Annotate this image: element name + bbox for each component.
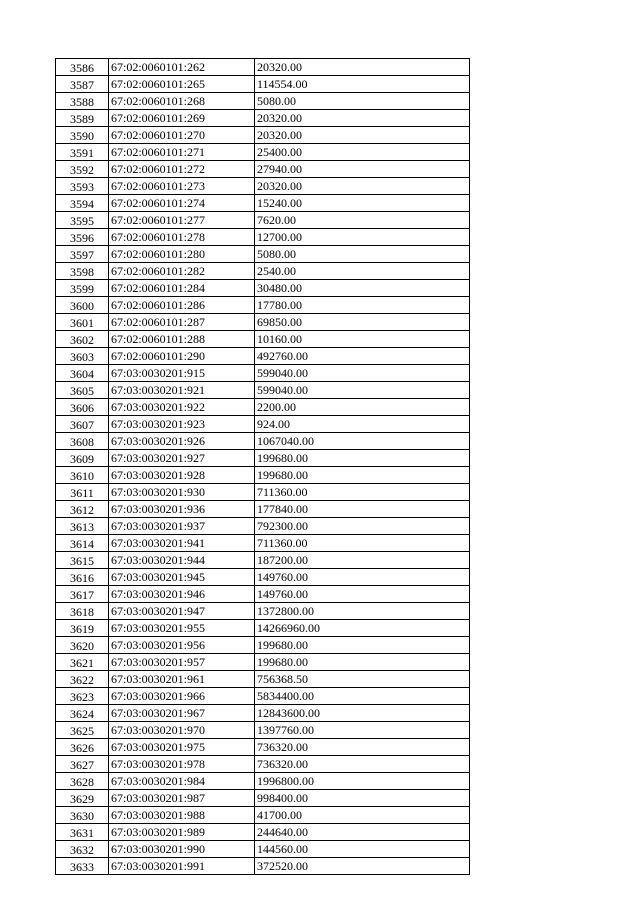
amount-value: 14266960.00 bbox=[255, 620, 470, 637]
table-row bbox=[56, 280, 470, 297]
amount-value: 2200.00 bbox=[255, 399, 470, 416]
cadastral-number: 67:02:0060101:268 bbox=[109, 93, 255, 110]
row-number: 3602 bbox=[56, 331, 109, 348]
table-row bbox=[56, 467, 470, 484]
table-row bbox=[56, 603, 470, 620]
amount-value: 12700.00 bbox=[255, 229, 470, 246]
amount-value: 2540.00 bbox=[255, 263, 470, 280]
row-number: 3611 bbox=[56, 484, 109, 501]
cadastral-number: 67:03:0030201:945 bbox=[109, 569, 255, 586]
amount-value: 12843600.00 bbox=[255, 705, 470, 722]
row-number: 3623 bbox=[56, 688, 109, 705]
amount-value: 1067040.00 bbox=[255, 433, 470, 450]
cadastral-number: 67:03:0030201:966 bbox=[109, 688, 255, 705]
row-number: 3624 bbox=[56, 705, 109, 722]
cadastral-number: 67:03:0030201:955 bbox=[109, 620, 255, 637]
table-row bbox=[56, 382, 470, 399]
amount-value: 15240.00 bbox=[255, 195, 470, 212]
cadastral-number: 67:02:0060101:284 bbox=[109, 280, 255, 297]
table-row bbox=[56, 790, 470, 807]
cadastral-number: 67:03:0030201:923 bbox=[109, 416, 255, 433]
cadastral-number: 67:03:0030201:956 bbox=[109, 637, 255, 654]
amount-value: 20320.00 bbox=[255, 59, 470, 76]
table-row bbox=[56, 263, 470, 280]
cadastral-number: 67:02:0060101:270 bbox=[109, 127, 255, 144]
table-row bbox=[56, 76, 470, 93]
cadastral-number: 67:03:0030201:927 bbox=[109, 450, 255, 467]
table-row bbox=[56, 620, 470, 637]
amount-value: 149760.00 bbox=[255, 586, 470, 603]
cadastral-number: 67:02:0060101:262 bbox=[109, 59, 255, 76]
row-number: 3588 bbox=[56, 93, 109, 110]
table-row bbox=[56, 450, 470, 467]
row-number: 3586 bbox=[56, 59, 109, 76]
amount-value: 187200.00 bbox=[255, 552, 470, 569]
cadastral-number: 67:03:0030201:989 bbox=[109, 824, 255, 841]
amount-value: 20320.00 bbox=[255, 178, 470, 195]
cadastral-number: 67:02:0060101:272 bbox=[109, 161, 255, 178]
amount-value: 998400.00 bbox=[255, 790, 470, 807]
table-row bbox=[56, 586, 470, 603]
row-number: 3605 bbox=[56, 382, 109, 399]
amount-value: 199680.00 bbox=[255, 654, 470, 671]
cadastral-number: 67:02:0060101:287 bbox=[109, 314, 255, 331]
amount-value: 1996800.00 bbox=[255, 773, 470, 790]
data-table bbox=[55, 58, 470, 875]
table-row bbox=[56, 739, 470, 756]
table-row bbox=[56, 484, 470, 501]
row-number: 3619 bbox=[56, 620, 109, 637]
table-row bbox=[56, 501, 470, 518]
table-row bbox=[56, 671, 470, 688]
cadastral-number: 67:03:0030201:984 bbox=[109, 773, 255, 790]
table-row bbox=[56, 858, 470, 875]
table-row bbox=[56, 331, 470, 348]
amount-value: 711360.00 bbox=[255, 535, 470, 552]
amount-value: 711360.00 bbox=[255, 484, 470, 501]
amount-value: 149760.00 bbox=[255, 569, 470, 586]
amount-value: 199680.00 bbox=[255, 467, 470, 484]
row-number: 3609 bbox=[56, 450, 109, 467]
cadastral-number: 67:03:0030201:941 bbox=[109, 535, 255, 552]
table-row bbox=[56, 654, 470, 671]
cadastral-number: 67:02:0060101:277 bbox=[109, 212, 255, 229]
table-row bbox=[56, 348, 470, 365]
row-number: 3615 bbox=[56, 552, 109, 569]
amount-value: 20320.00 bbox=[255, 127, 470, 144]
row-number: 3610 bbox=[56, 467, 109, 484]
row-number: 3603 bbox=[56, 348, 109, 365]
cadastral-number: 67:03:0030201:930 bbox=[109, 484, 255, 501]
table-row bbox=[56, 399, 470, 416]
row-number: 3596 bbox=[56, 229, 109, 246]
amount-value: 792300.00 bbox=[255, 518, 470, 535]
table-row bbox=[56, 127, 470, 144]
table-row bbox=[56, 807, 470, 824]
table-row bbox=[56, 637, 470, 654]
cadastral-number: 67:03:0030201:915 bbox=[109, 365, 255, 382]
row-number: 3627 bbox=[56, 756, 109, 773]
table-row bbox=[56, 841, 470, 858]
amount-value: 736320.00 bbox=[255, 756, 470, 773]
table-row bbox=[56, 110, 470, 127]
cadastral-number: 67:02:0060101:269 bbox=[109, 110, 255, 127]
row-number: 3620 bbox=[56, 637, 109, 654]
cadastral-number: 67:03:0030201:921 bbox=[109, 382, 255, 399]
amount-value: 756368.50 bbox=[255, 671, 470, 688]
cadastral-number: 67:02:0060101:271 bbox=[109, 144, 255, 161]
row-number: 3599 bbox=[56, 280, 109, 297]
cadastral-number: 67:03:0030201:990 bbox=[109, 841, 255, 858]
amount-value: 1372800.00 bbox=[255, 603, 470, 620]
amount-value: 114554.00 bbox=[255, 76, 470, 93]
amount-value: 41700.00 bbox=[255, 807, 470, 824]
row-number: 3622 bbox=[56, 671, 109, 688]
cadastral-number: 67:03:0030201:978 bbox=[109, 756, 255, 773]
row-number: 3633 bbox=[56, 858, 109, 875]
table-row bbox=[56, 144, 470, 161]
row-number: 3621 bbox=[56, 654, 109, 671]
amount-value: 69850.00 bbox=[255, 314, 470, 331]
amount-value: 7620.00 bbox=[255, 212, 470, 229]
amount-value: 17780.00 bbox=[255, 297, 470, 314]
cadastral-number: 67:03:0030201:922 bbox=[109, 399, 255, 416]
row-number: 3632 bbox=[56, 841, 109, 858]
cadastral-number: 67:02:0060101:286 bbox=[109, 297, 255, 314]
cadastral-number: 67:02:0060101:288 bbox=[109, 331, 255, 348]
amount-value: 25400.00 bbox=[255, 144, 470, 161]
row-number: 3631 bbox=[56, 824, 109, 841]
cadastral-number: 67:03:0030201:944 bbox=[109, 552, 255, 569]
row-number: 3613 bbox=[56, 518, 109, 535]
table-row bbox=[56, 212, 470, 229]
table-row bbox=[56, 195, 470, 212]
table-row bbox=[56, 535, 470, 552]
table-row bbox=[56, 569, 470, 586]
row-number: 3597 bbox=[56, 246, 109, 263]
row-number: 3598 bbox=[56, 263, 109, 280]
cadastral-number: 67:02:0060101:274 bbox=[109, 195, 255, 212]
table-row bbox=[56, 161, 470, 178]
row-number: 3589 bbox=[56, 110, 109, 127]
row-number: 3593 bbox=[56, 178, 109, 195]
table-row bbox=[56, 773, 470, 790]
cadastral-number: 67:02:0060101:280 bbox=[109, 246, 255, 263]
amount-value: 5080.00 bbox=[255, 246, 470, 263]
cadastral-number: 67:03:0030201:928 bbox=[109, 467, 255, 484]
table-row bbox=[56, 756, 470, 773]
table-row bbox=[56, 824, 470, 841]
cadastral-number: 67:03:0030201:970 bbox=[109, 722, 255, 739]
amount-value: 20320.00 bbox=[255, 110, 470, 127]
table-row bbox=[56, 518, 470, 535]
amount-value: 1397760.00 bbox=[255, 722, 470, 739]
row-number: 3626 bbox=[56, 739, 109, 756]
row-number: 3595 bbox=[56, 212, 109, 229]
table-row bbox=[56, 688, 470, 705]
cadastral-number: 67:03:0030201:967 bbox=[109, 705, 255, 722]
row-number: 3616 bbox=[56, 569, 109, 586]
amount-value: 5080.00 bbox=[255, 93, 470, 110]
amount-value: 736320.00 bbox=[255, 739, 470, 756]
table-row bbox=[56, 229, 470, 246]
amount-value: 199680.00 bbox=[255, 637, 470, 654]
row-number: 3591 bbox=[56, 144, 109, 161]
row-number: 3629 bbox=[56, 790, 109, 807]
cadastral-number: 67:02:0060101:265 bbox=[109, 76, 255, 93]
row-number: 3592 bbox=[56, 161, 109, 178]
amount-value: 27940.00 bbox=[255, 161, 470, 178]
amount-value: 244640.00 bbox=[255, 824, 470, 841]
row-number: 3600 bbox=[56, 297, 109, 314]
cadastral-number: 67:02:0060101:282 bbox=[109, 263, 255, 280]
table-row bbox=[56, 552, 470, 569]
cadastral-number: 67:03:0030201:988 bbox=[109, 807, 255, 824]
table-row bbox=[56, 365, 470, 382]
amount-value: 492760.00 bbox=[255, 348, 470, 365]
table-row bbox=[56, 59, 470, 76]
table-row bbox=[56, 722, 470, 739]
row-number: 3594 bbox=[56, 195, 109, 212]
table-row bbox=[56, 433, 470, 450]
cadastral-number: 67:03:0030201:947 bbox=[109, 603, 255, 620]
amount-value: 599040.00 bbox=[255, 382, 470, 399]
cadastral-number: 67:03:0030201:975 bbox=[109, 739, 255, 756]
cadastral-number: 67:02:0060101:278 bbox=[109, 229, 255, 246]
table-row bbox=[56, 178, 470, 195]
table-body bbox=[56, 59, 470, 875]
amount-value: 599040.00 bbox=[255, 365, 470, 382]
row-number: 3607 bbox=[56, 416, 109, 433]
row-number: 3614 bbox=[56, 535, 109, 552]
table-row bbox=[56, 297, 470, 314]
cadastral-number: 67:03:0030201:926 bbox=[109, 433, 255, 450]
table-row bbox=[56, 416, 470, 433]
cadastral-number: 67:03:0030201:936 bbox=[109, 501, 255, 518]
row-number: 3628 bbox=[56, 773, 109, 790]
cadastral-number: 67:03:0030201:987 bbox=[109, 790, 255, 807]
amount-value: 5834400.00 bbox=[255, 688, 470, 705]
row-number: 3604 bbox=[56, 365, 109, 382]
cadastral-number: 67:02:0060101:273 bbox=[109, 178, 255, 195]
table-row bbox=[56, 314, 470, 331]
row-number: 3608 bbox=[56, 433, 109, 450]
cadastral-number: 67:03:0030201:961 bbox=[109, 671, 255, 688]
amount-value: 10160.00 bbox=[255, 331, 470, 348]
amount-value: 177840.00 bbox=[255, 501, 470, 518]
amount-value: 924.00 bbox=[255, 416, 470, 433]
amount-value: 144560.00 bbox=[255, 841, 470, 858]
row-number: 3612 bbox=[56, 501, 109, 518]
row-number: 3590 bbox=[56, 127, 109, 144]
table-row bbox=[56, 705, 470, 722]
cadastral-number: 67:02:0060101:290 bbox=[109, 348, 255, 365]
table-row bbox=[56, 246, 470, 263]
cadastral-number: 67:03:0030201:946 bbox=[109, 586, 255, 603]
row-number: 3601 bbox=[56, 314, 109, 331]
amount-value: 372520.00 bbox=[255, 858, 470, 875]
cadastral-number: 67:03:0030201:991 bbox=[109, 858, 255, 875]
amount-value: 30480.00 bbox=[255, 280, 470, 297]
table-row bbox=[56, 93, 470, 110]
cadastral-number: 67:03:0030201:957 bbox=[109, 654, 255, 671]
row-number: 3630 bbox=[56, 807, 109, 824]
row-number: 3625 bbox=[56, 722, 109, 739]
row-number: 3618 bbox=[56, 603, 109, 620]
row-number: 3617 bbox=[56, 586, 109, 603]
row-number: 3587 bbox=[56, 76, 109, 93]
cadastral-number: 67:03:0030201:937 bbox=[109, 518, 255, 535]
row-number: 3606 bbox=[56, 399, 109, 416]
amount-value: 199680.00 bbox=[255, 450, 470, 467]
